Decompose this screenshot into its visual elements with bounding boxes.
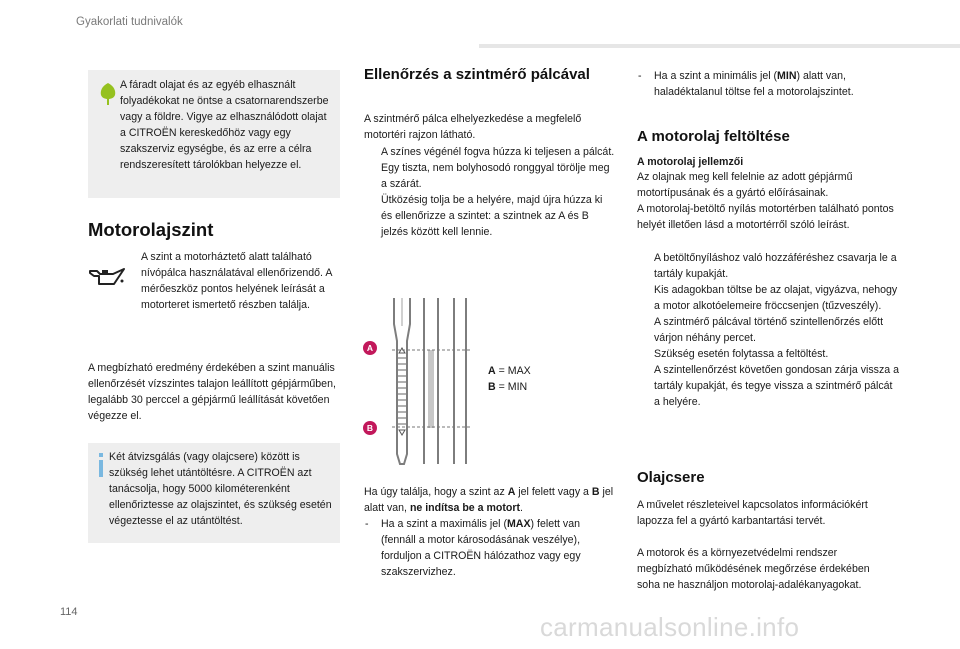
- dash-marker: -: [365, 518, 369, 530]
- oil-can-icon: [88, 265, 128, 289]
- location-text: A motorolaj-betöltő nyílás motortérben található pontos helyét illetően lásd a motortérről szóló leírást.: [637, 203, 894, 231]
- watermark: carmanualsonline.info: [540, 612, 800, 642]
- list-item: - Ha a szint a minimális jel (MIN) alatt van, haladéktalanul töltse fel a motorolajszintet.: [638, 70, 854, 98]
- oil-change-heading: Olajcsere: [637, 469, 705, 486]
- dipstick-heading: Ellenőrzés a szintmérő pálcával: [364, 66, 590, 83]
- motorolajszint-heading: Motorolajszint: [88, 219, 214, 240]
- motorolajszint-body: A megbízható eredmény érdekében a szint manuális ellenőrzését vízszintes talajon leállított gépjárműben, legalább 30 perccel a gépjármű leállítását követően végezze el.: [88, 362, 336, 422]
- dash-marker: -: [638, 70, 642, 82]
- info-icon: [96, 453, 106, 477]
- header-title: Gyakorlati tudnivalók: [76, 16, 183, 28]
- oil-icon-text: A szint a motorháztető alatt található nívópálca használatával ellenőrizendő. A mérőeszköz pontos helyének leírását a motorteret ismertető részben találja.: [141, 251, 332, 311]
- list-item: A szintellenőrzést követően gondosan zárja vissza a tartály kupakját, és tegye vissza a szintmérő pálcát a helyére.: [654, 364, 899, 408]
- legend-b: B = MIN: [488, 381, 528, 393]
- dipstick-figure: [362, 296, 612, 468]
- oil-change-text-2: A motorok és a környezetvédelmi rendszer megbízható működésének megőrzése érdekében soha ne használjon motorolaj-adalékanyagokat.: [637, 547, 870, 591]
- eco-leaf-icon: [98, 82, 118, 106]
- oil-change-text-1: A művelet részleteivel kapcsolatos információkért lapozza fel a gyártó karbantartási tervét.: [637, 499, 868, 527]
- legend-a: A = MAX: [488, 365, 531, 377]
- dipstick-steps: [364, 144, 616, 240]
- label-a-badge: A: [366, 343, 374, 353]
- page-number: 114: [60, 606, 78, 618]
- dipstick-intro: A szintmérő pálca elhelyezkedése a megfelelő motortéri rajzon látható.: [364, 113, 582, 141]
- spec-heading: A motorolaj jellemzői: [637, 156, 744, 168]
- spec-text: Az olajnak meg kell felelnie az adott gépjármű motortípusának és a gyártó előírásainak.: [637, 171, 853, 199]
- fill-heading: A motorolaj feltöltése: [637, 128, 790, 145]
- list-item: Ütközésig tolja be a helyére, majd újra húzza ki és ellenőrizze a szintet: a szintnek az A és B jelzés között kell lennie.: [381, 194, 603, 238]
- label-b-badge: B: [366, 423, 374, 433]
- eco-note-text: A fáradt olajat és az egyéb elhasznált folyadékokat ne öntse a csatornarendszerbe vagy a földre. Vigye az elhasználódott olajat a CITROËN kereskedőhöz vagy egy szakszerviz egységbe, és az erre a célra rendszeresített tárolókban helyezze el.: [120, 79, 329, 171]
- level-max-list: [364, 516, 616, 580]
- header-divider: [479, 44, 960, 48]
- list-item: A színes végénél fogva húzza ki teljesen a pálcát.: [381, 146, 615, 158]
- level-min-list: [637, 68, 897, 100]
- list-item: - Ha a szint a maximális jel (MAX) felett van (fennáll a motor károsodásának veszélye), forduljon a CITROËN hálózathoz vagy egy szakszervizhez.: [365, 518, 581, 578]
- dipstick-illustration: [362, 296, 482, 468]
- info-note-box: [88, 443, 340, 543]
- eco-note-box: [88, 70, 340, 198]
- level-result-text: Ha úgy találja, hogy a szint az A jel felett vagy a B jel alatt van, ne indítsa be a motort.: [364, 486, 614, 514]
- list-item: Kis adagokban töltse be az olajat, vigyázva, nehogy a motor alkotóelemeire fröccsenjen (tűzveszély).: [654, 284, 898, 312]
- list-item: Szükség esetén folytassa a feltöltést.: [654, 348, 829, 360]
- list-item: A betöltőnyíláshoz való hozzáféréshez csavarja le a tartály kupakját.: [654, 252, 897, 280]
- info-note-text: Két átvizsgálás (vagy olajcsere) között is szükség lehet utántöltésre. A CITROËN azt tanácsolja, hogy 5000 kilométerenként ellenőriztesse az olajszintet, és szükség esetén végeztesse el az utántöltést.: [109, 451, 332, 527]
- fill-steps: [637, 250, 899, 410]
- list-item: Egy tiszta, nem bolyhosodó ronggyal törölje meg a szárát.: [381, 162, 610, 190]
- list-item: A szintmérő pálcával történő szintellenőrzés előtt várjon néhány percet.: [654, 316, 884, 344]
